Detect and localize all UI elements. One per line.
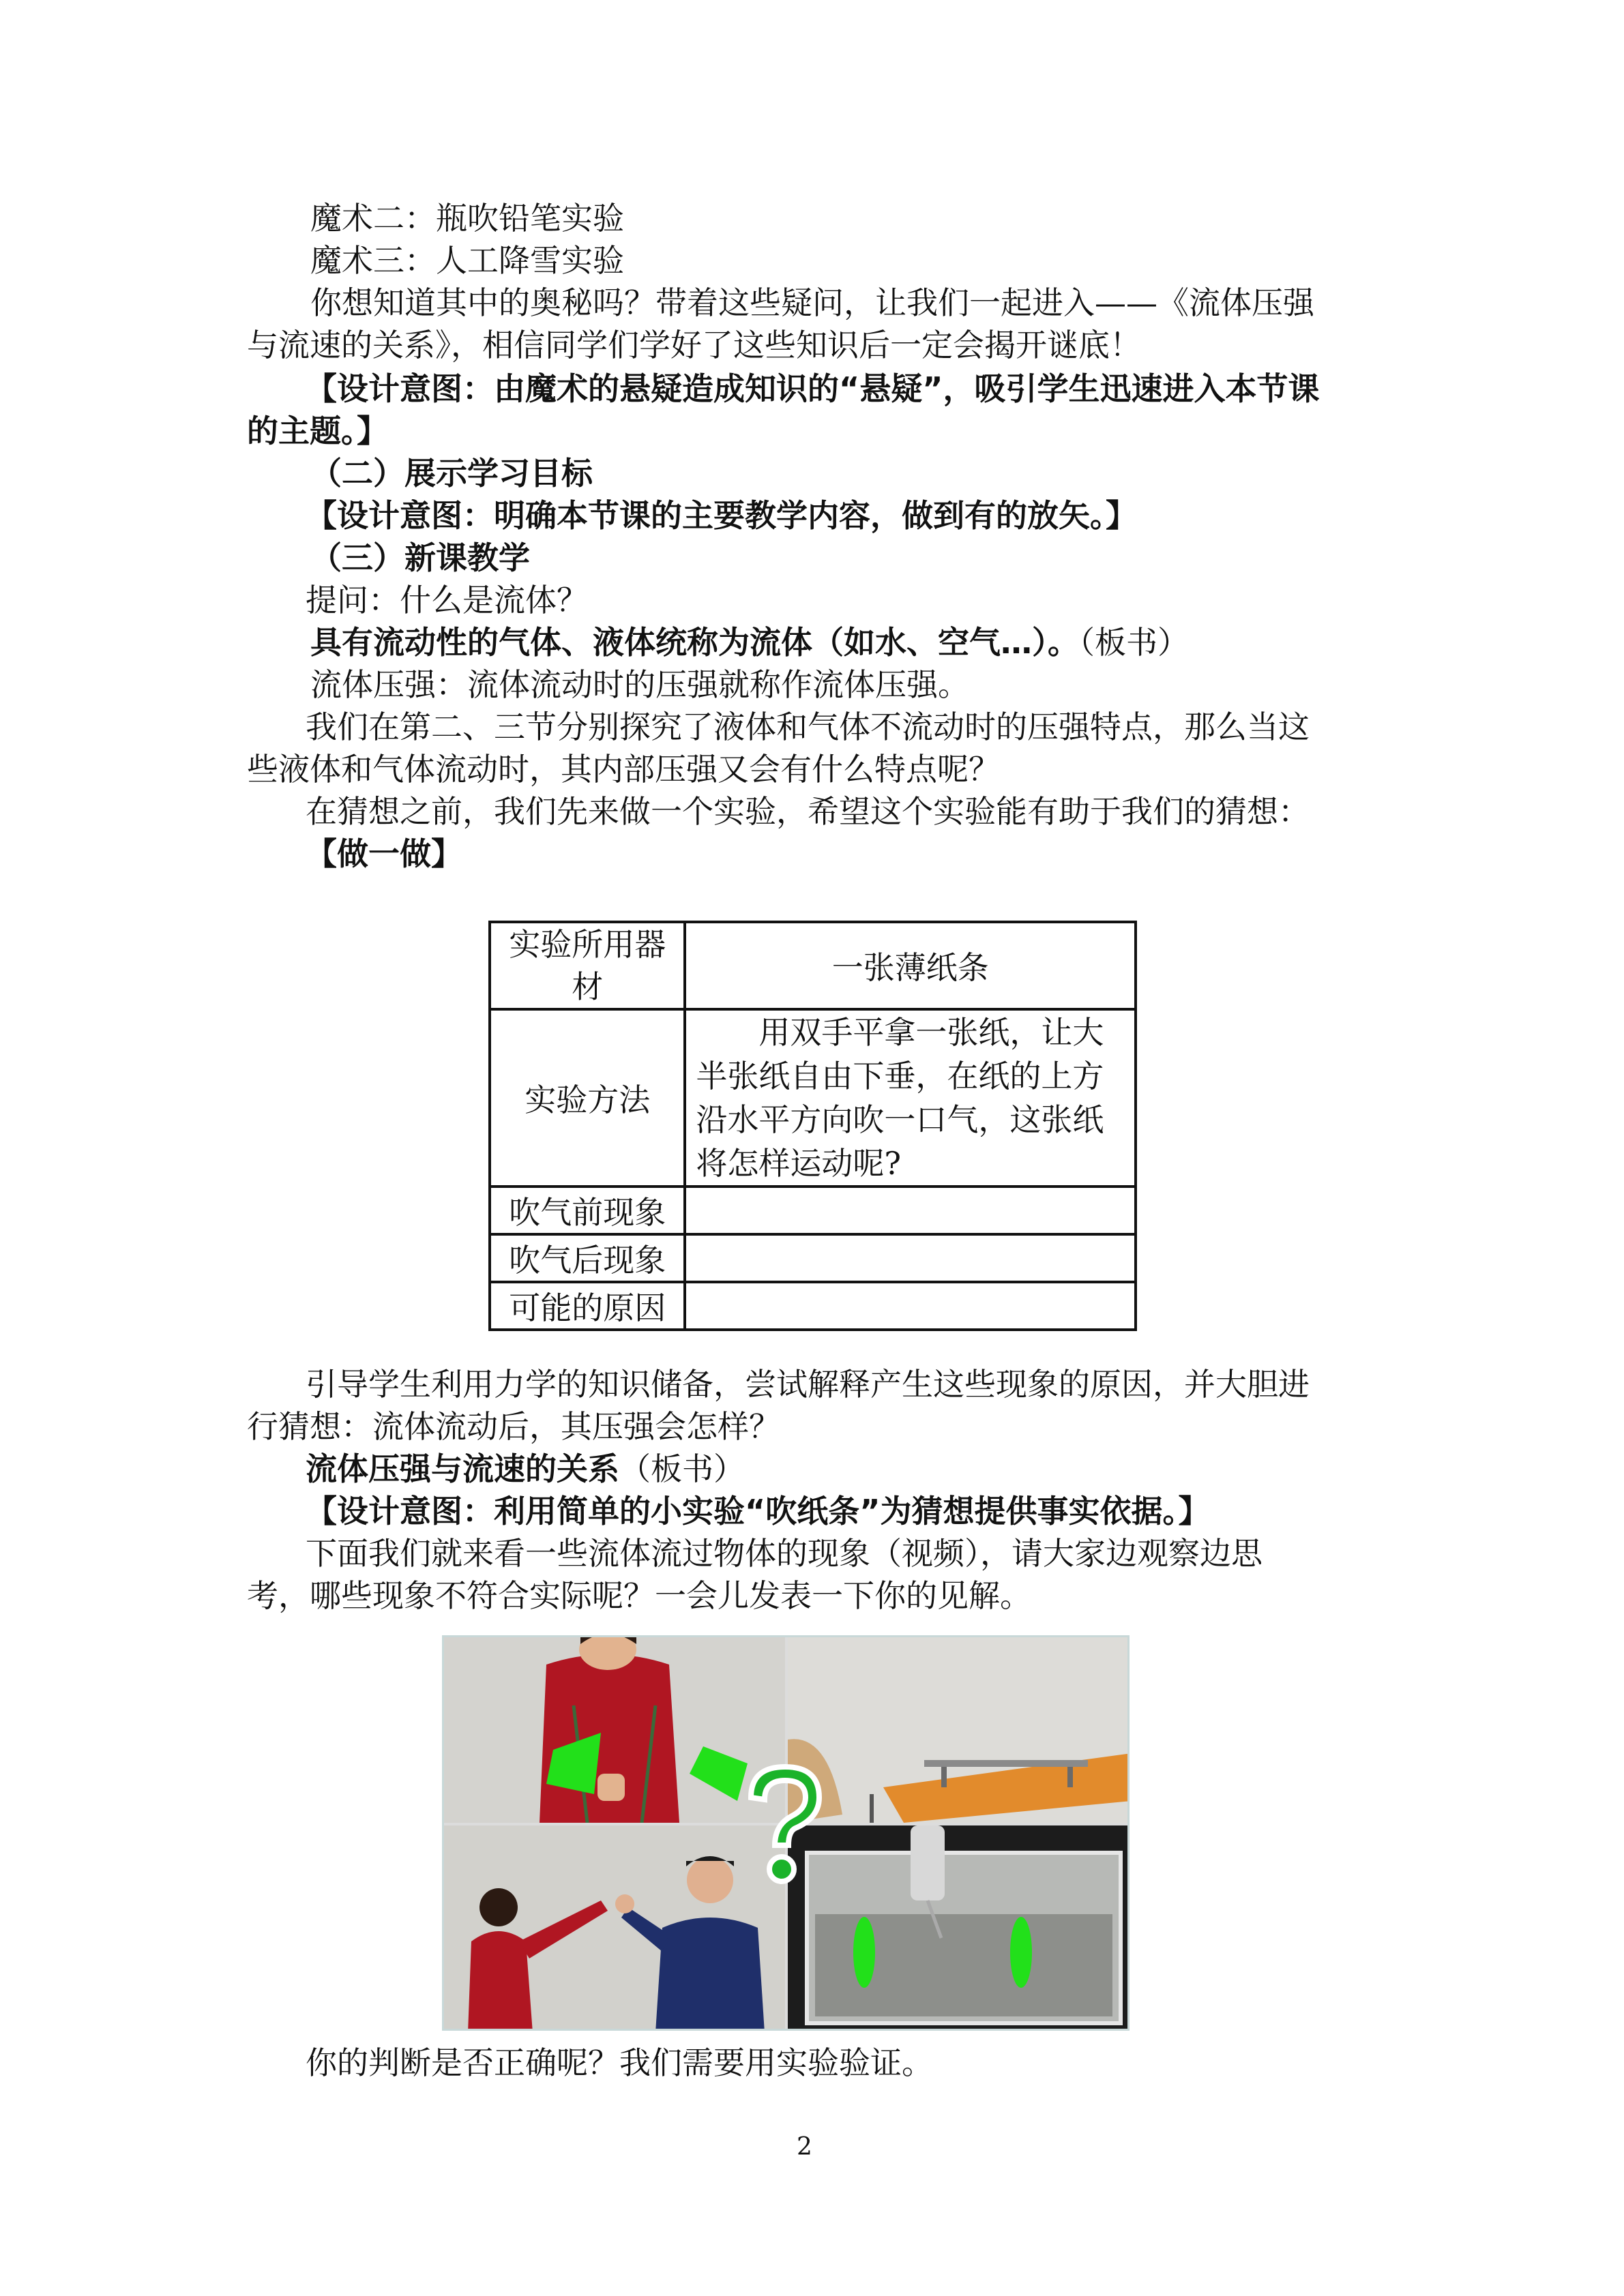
table-row [490,1187,1136,1234]
text-guide-line1: 引导学生利用力学的知识储备，尝试解释产生这些现象的原因，并大胆进 [306,1366,1310,1403]
definition-bold: 具有流动性的气体、液体统称为流体（如水、空气…）。 [310,624,1079,661]
design-intent-2: 【设计意图：明确本节课的主要教学内容，做到有的放矢。】 [306,497,1137,534]
photo-panel-table-apparatus [788,1637,1130,1823]
design-intent-1-line1: 【设计意图：由魔术的悬疑造成知识的“悬疑”，吸引学生迅速进入本节课 [306,370,1320,407]
table-cell-method-value: 用双手平拿一张纸，让大半张纸自由下垂，在纸的上方沿水平方向吹一口气，这张纸将怎样运动呢? [685,1009,1136,1187]
definition-board-note: （板书） [1079,624,1189,661]
table-cell-after-label: 吹气后现象 [490,1234,685,1282]
relation-board-note: （板书） [619,1450,745,1487]
table-cell-materials-value: 一张薄纸条 [685,922,1136,1009]
text-video-line1: 下面我们就来看一些流体流过物体的现象（视频），请大家边观察边思 [306,1535,1263,1572]
relation-bold: 流体压强与流速的关系 [306,1450,619,1487]
design-intent-1-line2: 的主题。】 [247,413,388,449]
table-row [490,1282,1136,1330]
table-cell-after-value [685,1234,1136,1282]
text-relation [306,1448,745,1489]
table-cell-method-label: 实验方法 [490,1009,685,1187]
design-intent-3: 【设计意图：利用简单的小实验“吹纸条”为猜想提供事实依据。】 [306,1493,1210,1530]
table-row [490,1009,1136,1187]
section-heading-objectives: （二）展示学习目标 [310,455,593,492]
text-intro-line2: 与流速的关系》，相信同学们学好了这些知识后一定会揭开谜底！ [247,327,1141,363]
text-intro-line1: 你想知道其中的奥秘吗？带着这些疑问，让我们一起进入——《流体压强 [310,284,1314,321]
heading-do-it: 【做一做】 [306,835,462,872]
question-mark-icon [737,1760,833,1896]
text-definition [310,622,1189,663]
table-cell-reason-value [685,1282,1136,1330]
text-recall-line1: 我们在第二、三节分别探究了液体和气体不流动时的压强特点，那么当这 [306,709,1310,745]
text-magic-three: 魔术三：人工降雪实验 [310,242,624,279]
text-guide-line2: 行猜想：流体流动后，其压强会怎样？ [247,1408,780,1445]
text-question: 提问：什么是流体？ [306,582,588,618]
section-heading-new-lesson: （三）新课教学 [310,539,530,576]
table-cell-materials-label: 实验所用器材 [490,922,685,1009]
video-collage-image [442,1635,1130,2031]
table-cell-reason-label: 可能的原因 [490,1282,685,1330]
experiment-table [488,921,1137,1331]
text-recall-line2: 些液体和气体流动时，其内部压强又会有什么特点呢？ [247,751,1000,788]
photo-panel-two-people [444,1825,785,2031]
table-cell-before-value [685,1187,1136,1234]
table-row [490,922,1136,1009]
photo-panel-person-with-paper [444,1637,785,1823]
table-cell-before-label: 吹气前现象 [490,1187,685,1234]
text-pressure-definition: 流体压强：流体流动时的压强就称作流体压强。 [310,666,969,703]
text-video-line2: 考，哪些现象不符合实际呢？一会儿发表一下你的见解。 [247,1577,1031,1614]
photo-panel-water-tank [788,1825,1130,2031]
table-row [490,1234,1136,1282]
text-judge: 你的判断是否正确呢？我们需要用实验验证。 [306,2044,933,2081]
page-number: 2 [797,2133,812,2161]
text-magic-two: 魔术二：瓶吹铅笔实验 [310,200,624,237]
text-before-guess: 在猜想之前，我们先来做一个实验，希望这个实验能有助于我们的猜想： [306,793,1310,830]
